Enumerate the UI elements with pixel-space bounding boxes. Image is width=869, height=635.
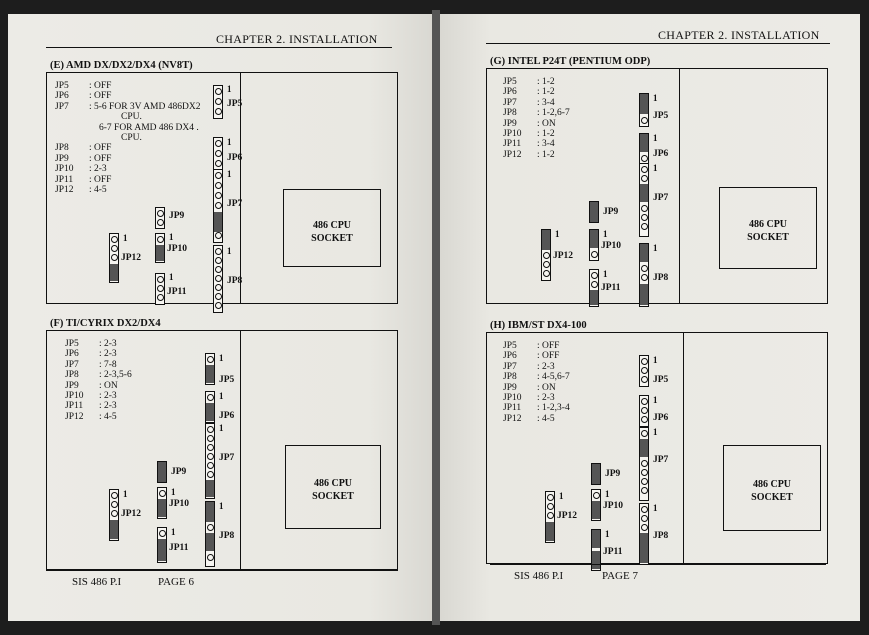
pin1-marker: 1 [653, 93, 658, 103]
setting-row: JP6 : OFF [503, 351, 560, 362]
jumper-jp6 [205, 391, 215, 423]
pin1-marker: 1 [555, 229, 560, 239]
pin1-marker: 1 [169, 232, 174, 242]
jumper-label-jp5: JP5 [653, 375, 669, 385]
pin1-marker: 1 [219, 423, 224, 433]
jumper-shunt [640, 533, 648, 563]
jumper-label-jp7: JP7 [653, 455, 669, 465]
setting-row: JP12 : 4-5 [65, 411, 117, 422]
jumper-jp10 [157, 487, 167, 519]
jumper-shunt [206, 533, 214, 551]
jumper-jp7 [205, 423, 215, 499]
setting-row: JP5 : 1-2 [503, 77, 555, 87]
pin1-marker: 1 [653, 395, 658, 405]
jumper-label-jp8: JP8 [653, 273, 669, 283]
cpu-socket: 486 CPU SOCKET [283, 189, 381, 267]
pin1-marker: 1 [171, 487, 176, 497]
setting-row: JP8 : 4-5,6-7 [503, 372, 570, 383]
jumper-label-jp9: JP9 [169, 211, 185, 221]
jumper-label-jp10: JP10 [603, 501, 624, 511]
jumper-shunt [640, 439, 648, 457]
footer-page-number: PAGE 7 [602, 570, 638, 582]
cpu-socket: 486 CPU SOCKET [285, 445, 381, 529]
jumper-shunt [590, 290, 598, 305]
setting-row: JP9 : ON [503, 118, 556, 129]
setting-row: JP5 : 2-3 [65, 339, 117, 349]
pin1-marker: 1 [171, 527, 176, 537]
jumper-jp7 [639, 427, 649, 501]
pin1-marker: 1 [227, 84, 232, 94]
jumper-shunt [158, 462, 166, 482]
pin1-marker: 1 [219, 353, 224, 363]
section-title-f: (F) TI/CYRIX DX2/DX4 [50, 318, 161, 329]
jumper-label-jp11: JP11 [601, 283, 621, 293]
pin1-marker: 1 [603, 229, 608, 239]
jumper-label-jp5: JP5 [653, 111, 669, 121]
jumper-settings-list [503, 341, 570, 424]
setting-row: CPU. [121, 112, 142, 123]
setting-row: JP5 : OFF [503, 341, 560, 351]
jumper-shunt [640, 134, 648, 152]
jumper-label-jp9: JP9 [603, 207, 619, 217]
right-page [440, 14, 860, 621]
pin1-marker: 1 [603, 269, 608, 279]
chapter-header: CHAPTER 2. INSTALLATION [216, 32, 378, 46]
setting-row: JP11 : 2-3 [65, 401, 117, 412]
jumper-jp5 [213, 85, 223, 119]
setting-row: JP12 : 4-5 [503, 413, 555, 424]
section-f-panel [46, 330, 398, 570]
jumper-shunt [546, 522, 554, 541]
jumper-jp6 [639, 133, 649, 165]
jumper-jp5 [205, 353, 215, 385]
jumper-label-jp6: JP6 [653, 149, 669, 159]
jumper-jp10 [155, 233, 165, 263]
setting-row: JP6 : OFF [55, 91, 112, 102]
left-page [8, 14, 432, 621]
section-title-g: (G) INTEL P24T (PENTIUM ODP) [490, 56, 651, 67]
jumper-label-jp10: JP10 [601, 241, 622, 251]
pin1-marker: 1 [123, 233, 128, 243]
setting-row: JP12 : 1-2 [503, 149, 555, 160]
jumper-shunt [206, 365, 214, 383]
pin1-marker: 1 [605, 489, 610, 499]
jumper-jp12 [545, 491, 555, 543]
jumper-jp9 [155, 207, 165, 229]
jumper-settings-list [65, 339, 132, 422]
jumper-shunt [640, 94, 648, 114]
jumper-shunt [640, 284, 648, 305]
jumper-label-jp8: JP8 [227, 276, 243, 286]
setting-row: JP10 : 1-2 [503, 129, 555, 140]
jumper-label-jp12: JP12 [557, 511, 578, 521]
pin1-marker: 1 [227, 169, 232, 179]
jumper-label-jp8: JP8 [653, 531, 669, 541]
jumper-shunt [206, 502, 214, 522]
setting-row: CPU. [121, 133, 142, 144]
jumper-jp11 [157, 527, 167, 563]
jumper-jp12 [541, 229, 551, 281]
jumper-shunt [640, 184, 648, 202]
jumper-jp9 [157, 461, 167, 483]
jumper-shunt [592, 530, 600, 548]
setting-row: JP11 : 3-4 [503, 139, 555, 150]
cpu-socket: 486 CPU SOCKET [719, 187, 817, 269]
pin1-marker: 1 [227, 246, 232, 256]
jumper-shunt [640, 244, 648, 262]
jumper-jp8 [213, 245, 223, 313]
setting-row: JP9 : OFF [55, 153, 112, 164]
footer-model: SIS 486 P.I [72, 576, 122, 588]
jumper-shunt [592, 501, 600, 519]
jumper-label-jp5: JP5 [219, 375, 235, 385]
setting-row: JP10 : 2-3 [65, 391, 117, 402]
panel-divider [683, 333, 684, 563]
jumper-jp7 [213, 169, 223, 243]
jumper-shunt [158, 539, 166, 561]
section-title-e: (E) AMD DX/DX2/DX4 (NV8T) [50, 60, 193, 71]
jumper-label-jp11: JP11 [167, 287, 187, 297]
jumper-jp6 [639, 395, 649, 427]
jumper-label-jp10: JP10 [167, 244, 188, 254]
jumper-label-jp11: JP11 [603, 547, 623, 557]
pin1-marker: 1 [653, 427, 658, 437]
setting-row: JP5 : OFF [55, 81, 112, 91]
chapter-header: CHAPTER 2. INSTALLATION [658, 28, 820, 42]
setting-row: JP9 : ON [65, 380, 118, 391]
pin1-marker: 1 [219, 501, 224, 511]
jumper-jp6 [213, 137, 223, 171]
setting-row: JP10 : 2-3 [55, 164, 107, 175]
setting-row: JP7 : 7-8 [65, 359, 117, 370]
section-title-h: (H) IBM/ST DX4-100 [490, 320, 587, 331]
jumper-shunt [542, 230, 550, 250]
jumper-label-jp8: JP8 [219, 531, 235, 541]
jumper-label-jp12: JP12 [121, 509, 142, 519]
pin1-marker: 1 [169, 272, 174, 282]
footer-model: SIS 486 P.I [514, 570, 564, 582]
jumper-jp11 [155, 273, 165, 305]
jumper-jp5 [639, 355, 649, 387]
jumper-label-jp11: JP11 [169, 543, 189, 553]
jumper-label-jp9: JP9 [171, 467, 187, 477]
jumper-shunt [206, 480, 214, 497]
setting-row: JP6 : 1-2 [503, 87, 555, 98]
section-h-panel [486, 332, 828, 564]
jumper-shunt [590, 202, 598, 222]
jumper-jp8 [205, 501, 215, 567]
pin1-marker: 1 [219, 391, 224, 401]
jumper-jp8 [639, 503, 649, 565]
jumper-jp5 [639, 93, 649, 127]
book-gutter [432, 10, 440, 625]
pin1-marker: 1 [653, 163, 658, 173]
jumper-shunt [592, 464, 600, 484]
pin1-marker: 1 [559, 491, 564, 501]
setting-row: JP9 : ON [503, 382, 556, 393]
pin1-marker: 1 [653, 503, 658, 513]
jumper-jp12 [109, 233, 119, 283]
footer-rule [490, 564, 826, 565]
section-g-panel [486, 68, 828, 304]
footer-rule [46, 570, 398, 571]
jumper-jp7 [639, 163, 649, 237]
pin1-marker: 1 [123, 489, 128, 499]
jumper-shunt [590, 230, 598, 248]
jumper-shunt [158, 499, 166, 517]
jumper-jp9 [589, 201, 599, 223]
header-rule [46, 47, 392, 48]
jumper-jp9 [591, 463, 601, 485]
setting-row: JP6 : 2-3 [65, 349, 117, 360]
pin1-marker: 1 [653, 133, 658, 143]
jumper-jp10 [589, 229, 599, 261]
jumper-settings-list [55, 81, 200, 195]
jumper-settings-list [503, 77, 570, 160]
jumper-jp12 [109, 489, 119, 541]
jumper-label-jp10: JP10 [169, 499, 190, 509]
jumper-label-jp7: JP7 [227, 199, 243, 209]
setting-row: JP11 : 1-2,3-4 [503, 403, 570, 414]
jumper-shunt [592, 551, 600, 569]
jumper-label-jp6: JP6 [219, 411, 235, 421]
setting-row: 6-7 FOR AMD 486 DX4 . [99, 122, 199, 133]
pin1-marker: 1 [227, 137, 232, 147]
footer-page-number: PAGE 6 [158, 576, 194, 588]
jumper-jp10 [591, 489, 601, 521]
setting-row: JP10 : 2-3 [503, 393, 555, 404]
setting-row: JP12 : 4-5 [55, 185, 107, 196]
cpu-socket: 486 CPU SOCKET [723, 445, 821, 531]
setting-row: JP7 : 5-6 FOR 3V AMD 486DX2 [55, 101, 201, 112]
jumper-shunt [110, 264, 118, 281]
header-rule [486, 43, 830, 44]
setting-row: JP7 : 3-4 [503, 97, 555, 108]
jumper-label-jp7: JP7 [653, 193, 669, 203]
jumper-label-jp6: JP6 [653, 413, 669, 423]
jumper-jp11 [589, 269, 599, 307]
setting-row: JP11 : OFF [55, 174, 112, 185]
jumper-label-jp6: JP6 [227, 153, 243, 163]
pin1-marker: 1 [653, 243, 658, 253]
pin1-marker: 1 [653, 355, 658, 365]
setting-row: JP7 : 2-3 [503, 361, 555, 372]
setting-row: JP8 : 1-2,6-7 [503, 108, 570, 119]
jumper-shunt [156, 245, 164, 261]
panel-divider [240, 331, 241, 569]
section-e-panel [46, 72, 398, 304]
jumper-shunt [206, 403, 214, 421]
setting-row: JP8 : 2-3,5-6 [65, 370, 132, 381]
jumper-label-jp9: JP9 [605, 469, 621, 479]
pin1-marker: 1 [605, 529, 610, 539]
jumper-label-jp12: JP12 [553, 251, 574, 261]
jumper-label-jp5: JP5 [227, 99, 243, 109]
setting-row: JP8 : OFF [55, 143, 112, 154]
jumper-shunt [214, 212, 222, 232]
jumper-label-jp12: JP12 [121, 253, 142, 263]
jumper-label-jp7: JP7 [219, 453, 235, 463]
jumper-jp8 [639, 243, 649, 307]
panel-divider [679, 69, 680, 303]
jumper-shunt [110, 520, 118, 539]
